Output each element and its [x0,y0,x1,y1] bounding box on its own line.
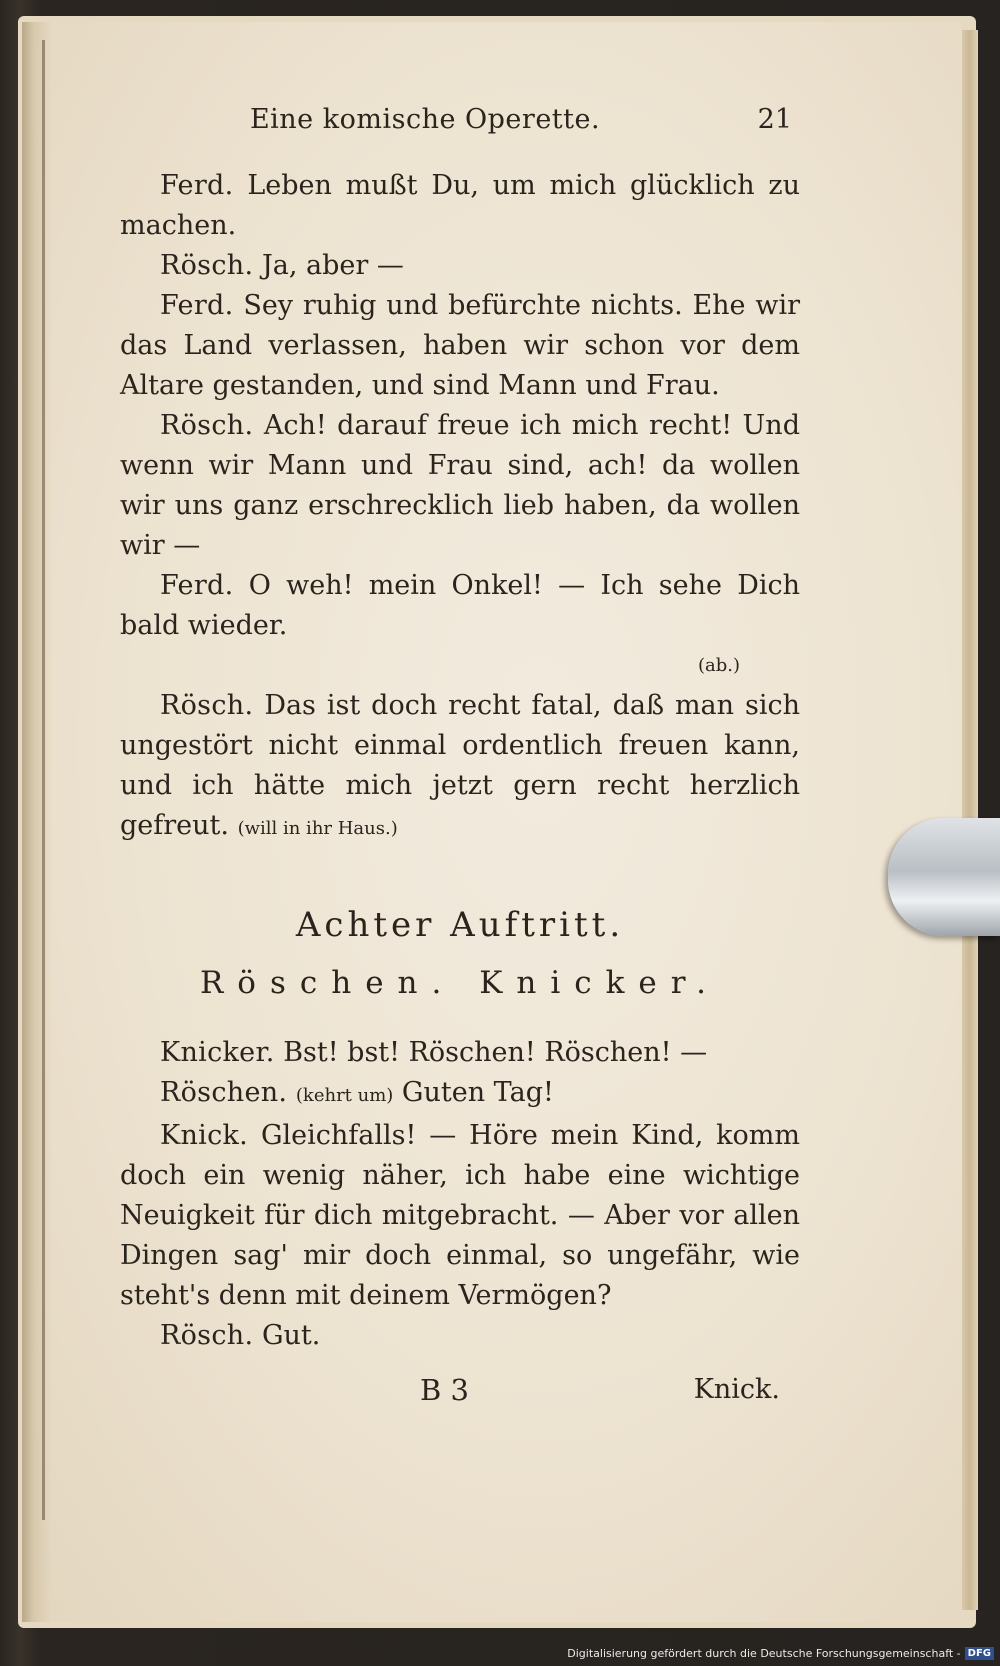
speaker-name: Ferd. [160,570,234,601]
speaker-name: Ferd. [160,170,234,201]
speaker-name: Rösch. [160,250,254,281]
catchword: Knick. [693,1374,780,1405]
dfg-logo-icon: DFG [965,1647,994,1660]
paper-clip [888,818,1000,936]
stage-direction-exit: (ab.) [697,655,740,676]
speech-text: Ach! darauf freue ich mich recht! Und wenn wir Mann und Frau sind, ach! da wollen wir uns ganz erschrecklich lieb haben, da wollen wir — [120,410,800,561]
speech-line [120,566,800,646]
speech-line [120,1316,800,1356]
speech-text: Sey ruhig und befürchte nichts. Ehe wir das Land verlassen, haben wir schon vor dem Altare gestanden, und sind Mann und Frau. [120,290,800,401]
speaker-name: Rösch. [160,410,254,441]
speech-text: Gut. [261,1320,321,1351]
speaker-name: Rösch. [160,690,254,721]
digitization-credit [567,1647,994,1660]
speaker-name: Knicker. [160,1037,275,1068]
page-gutter [22,22,52,1622]
signature-mark: B 3 [420,1373,469,1407]
speaker-name: Röschen. [160,1077,288,1108]
speech-text: Bst! bst! Röschen! Röschen! — [283,1037,708,1068]
stage-direction: (kehrt um) [295,1085,394,1106]
binding-thread [42,40,45,1520]
speech-line [120,1033,800,1073]
speech-text: Guten Tag! [401,1077,554,1108]
speech-line [120,1116,800,1316]
scene-heading: Achter Auftritt. [295,905,625,945]
speech-text: Leben mußt Du, um mich glücklich zu machen. [120,170,800,241]
speaker-name: Ferd. [160,290,234,321]
speaker-name: Knick. [160,1120,249,1151]
speech-text: Das ist doch recht fatal, daß man sich ungestört nicht einmal ordentlich freuen kann, und ich hätte mich jetzt gern recht herzlich gefreut. [120,690,801,841]
speech-line [120,246,800,286]
scene-cast: Röschen. Knicker. [199,965,721,1001]
page-text [120,100,800,1420]
credit-text: Digitalisierung gefördert durch die Deutsche Forschungsgemeinschaft - [567,1647,961,1660]
running-head [120,100,800,152]
speech-line [120,166,800,246]
speech-line [120,406,800,566]
speech-line [120,686,800,849]
speech-text: Gleichfalls! — Höre mein Kind, komm doch ein wenig näher, ich habe eine wichtige Neuigkeit für dich mitgebracht. — Aber vor allen Dingen sag' mir doch einmal, so ungefähr, wie steht's denn mit deinem Vermögen? [120,1120,801,1311]
speech-text: O weh! mein Onkel! — Ich sehe Dich bald wieder. [120,570,800,641]
speech-text: Ja, aber — [261,250,404,281]
speech-line [120,286,800,406]
stage-direction: (will in ihr Haus.) [237,818,398,839]
running-title: Eine komische Operette. [249,104,601,135]
speech-line [120,1073,800,1116]
page-number: 21 [757,104,792,135]
page-footer [120,1370,800,1420]
speaker-name: Rösch. [160,1320,254,1351]
